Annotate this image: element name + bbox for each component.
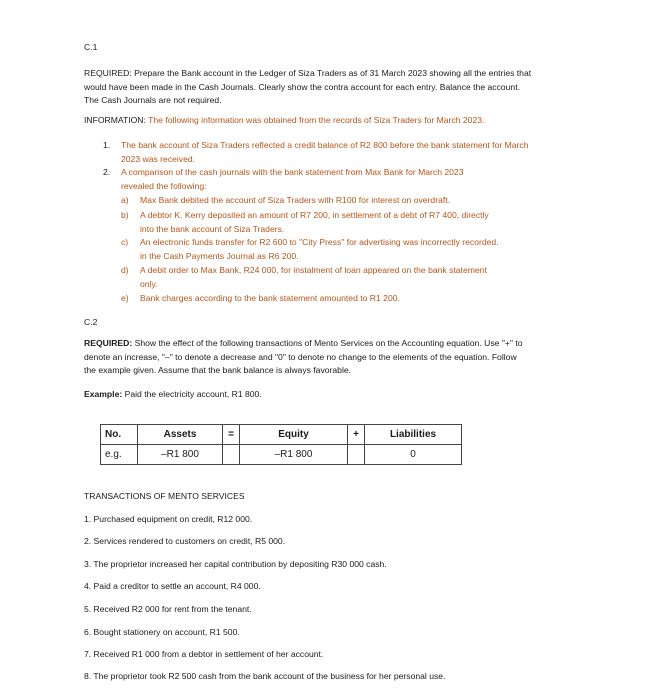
transaction-item: 5. Received R2 000 for rent from the tenant. xyxy=(84,604,252,614)
c1-information xyxy=(84,114,584,128)
sub-c-label: c) xyxy=(121,237,129,247)
sub-e-label: e) xyxy=(121,293,129,303)
sub-b-line-2: into the bank account of Siza Traders. xyxy=(140,223,285,234)
table-header-row xyxy=(101,425,462,445)
c2-required-label: REQUIRED: xyxy=(84,338,133,348)
header-equity: Equity xyxy=(240,425,348,445)
transaction-item: 6. Bought stationery on account, R1 500. xyxy=(84,627,240,637)
c2-required-line-3: the example given. Assume that the bank balance is always favorable. xyxy=(84,365,352,375)
cell-equity: –R1 800 xyxy=(240,445,348,465)
cell-assets: –R1 800 xyxy=(138,445,223,465)
sub-a-text xyxy=(140,194,590,208)
transaction-item: 1. Purchased equipment on credit, R12 000. xyxy=(84,514,253,524)
cell-no: e.g. xyxy=(101,445,138,465)
item1-line-2: 2023 was received. xyxy=(121,153,196,164)
transactions-title: TRANSACTIONS OF MENTO SERVICES xyxy=(84,491,245,501)
item2-line-1: A comparison of the cash journals with the bank statement from Max Bank for March 2023 xyxy=(121,167,464,177)
cell-plus xyxy=(348,445,365,465)
c2-required xyxy=(84,337,589,378)
transaction-item: 4. Paid a creditor to settle an account, R4 000. xyxy=(84,581,261,591)
c1-required-line-3: The Cash Journals are not required. xyxy=(84,95,222,105)
header-liabilities: Liabilities xyxy=(365,425,462,445)
sub-d-label: d) xyxy=(121,265,129,275)
c2-required-text-1: Show the effect of the following transactions of Mento Services on the Accounting equation. Use "+" to xyxy=(134,338,523,348)
c2-required-line-2: denote an increase, "–" to denote a decrease and "0" to denote no change to the elements of the equation. Follow xyxy=(84,351,517,362)
c1-required-line-1: REQUIRED: Prepare the Bank account in the Ledger of Siza Traders as of 31 March 2023 showing all the entries that xyxy=(84,68,532,78)
example-label: Example: xyxy=(84,389,123,399)
cell-equals xyxy=(223,445,240,465)
sub-b-label: b) xyxy=(121,210,129,220)
header-equals: = xyxy=(223,425,240,445)
item1-number: 1. xyxy=(103,140,111,150)
c1-heading: C.1 xyxy=(84,42,98,52)
sub-a-label: a) xyxy=(121,195,129,205)
sub-e-line-1: Bank charges according to the bank statement amounted to R1 200. xyxy=(140,293,400,303)
c2-required-line-1 xyxy=(84,337,589,351)
info-label: INFORMATION: xyxy=(84,115,146,125)
accounting-equation-table xyxy=(100,424,462,465)
example-text: Paid the electricity account, R1 800. xyxy=(124,389,262,399)
header-assets: Assets xyxy=(138,425,223,445)
info-text: The following information was obtained from the records of Siza Traders for March 2023. xyxy=(148,115,485,125)
transaction-item: 7. Received R1 000 from a debtor in settlement of her account. xyxy=(84,649,324,659)
header-plus: + xyxy=(348,425,365,445)
c2-heading: C.2 xyxy=(84,317,98,327)
header-no: No. xyxy=(101,425,138,445)
item2-text xyxy=(121,166,591,193)
sub-b-text xyxy=(140,209,590,236)
item1-text xyxy=(121,139,591,166)
table-example-row xyxy=(101,445,462,465)
sub-a-line-1: Max Bank debited the account of Siza Traders with R100 for interest on overdraft. xyxy=(140,195,451,205)
sub-c-line-1: An electronic funds transfer for R2 600 to "City Press" for advertising was incorrectly recorded. xyxy=(140,237,499,247)
sub-c-line-2: in the Cash Payments Journal as R6 200. xyxy=(140,250,299,261)
item2-number: 2. xyxy=(103,167,111,177)
transaction-item: 3. The proprietor increased her capital contribution by depositing R30 000 cash. xyxy=(84,559,387,569)
c2-example xyxy=(84,388,584,402)
cell-liabilities: 0 xyxy=(365,445,462,465)
sub-d-line-1: A debit order to Max Bank, R24 000, for instalment of loan appeared on the bank statement xyxy=(140,265,487,275)
sub-b-line-1: A debtor K. Kerry deposited an amount of R7 200, in settlement of a debt of R7 400, directly xyxy=(140,210,489,220)
transaction-item: 8. The proprietor took R2 500 cash from the bank account of the business for her personal use. xyxy=(84,671,446,681)
c1-required xyxy=(84,67,584,108)
c1-required-line-2: would have been made in the Cash Journals. Clearly show the contra account for each entry. Balance the account. xyxy=(84,81,520,92)
sub-e-text xyxy=(140,292,590,306)
transaction-item: 2. Services rendered to customers on credit, R5 000. xyxy=(84,536,286,546)
sub-d-text xyxy=(140,264,590,291)
sub-c-text xyxy=(140,236,590,263)
item1-line-1: The bank account of Siza Traders reflected a credit balance of R2 800 before the bank statement for March xyxy=(121,140,529,150)
item2-line-2: revealed the following: xyxy=(121,180,207,191)
sub-d-line-2: only. xyxy=(140,278,158,289)
